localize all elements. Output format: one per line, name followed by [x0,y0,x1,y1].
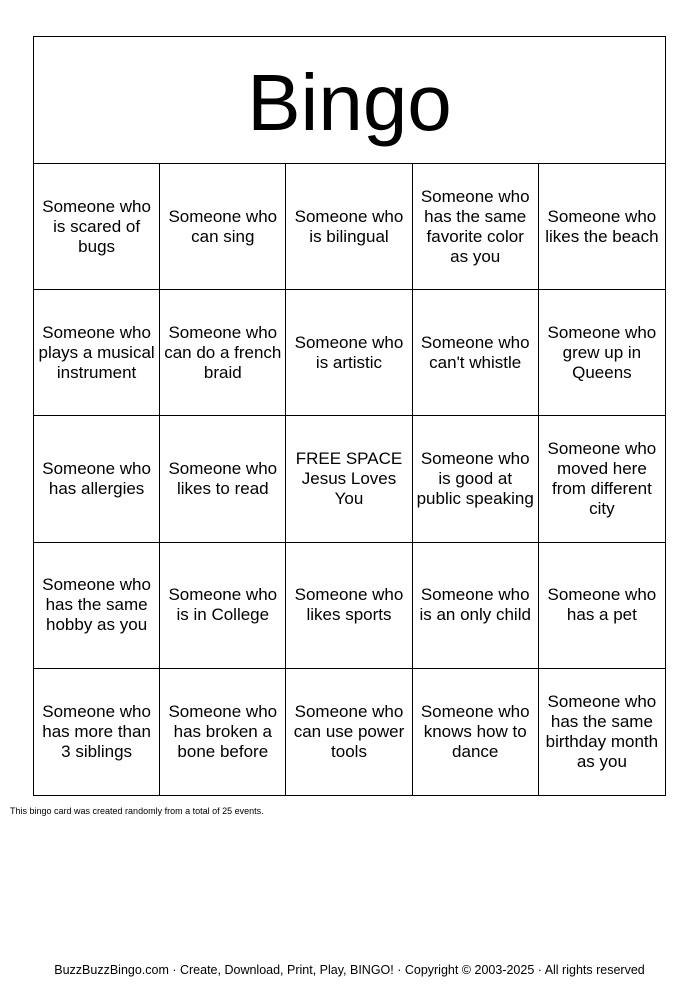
bingo-cell-r5-c2: Someone who has broken a bone before [160,669,286,795]
bingo-cell-r1-c4: Someone who has the same favorite color as you [413,164,539,290]
bingo-cell-r4-c5: Someone who has a pet [539,543,665,669]
bingo-cell-r2-c3: Someone who is artistic [286,290,412,416]
generation-note: This bingo card was created randomly from a total of 25 events. [10,806,264,816]
bingo-cell-r2-c1: Someone who plays a musical instrument [34,290,160,416]
card-title: Bingo [247,58,452,147]
bingo-cell-r3-c4: Someone who is good at public speaking [413,416,539,542]
bingo-cell-r1-c3: Someone who is bilingual [286,164,412,290]
bingo-cell-r5-c5: Someone who has the same birthday month as you [545,691,659,771]
bingo-cell-r2-c5: Someone who grew up in Queens [539,290,665,416]
bingo-cell-r4-c4: Someone who is an only child [413,543,539,669]
bingo-cell-r5-c3: Someone who can use power tools [286,669,412,795]
bingo-cell-r4-c1: Someone who has the same hobby as you [34,543,160,669]
free-space-cell: FREE SPACE Jesus Loves You [286,416,412,542]
bingo-cell-r3-c5: Someone who moved here from different city [539,416,665,542]
bingo-grid [34,163,665,795]
bingo-cell-r1-c1: Someone who is scared of bugs [34,164,160,290]
bingo-cell-r1-c2: Someone who can sing [160,164,286,290]
bingo-cell-r3-c2: Someone who likes to read [160,416,286,542]
bingo-cell-r3-c1: Someone who has allergies [34,416,160,542]
bingo-cell-r2-c2: Someone who can do a french braid [160,290,286,416]
bingo-cell-r5-c4: Someone who knows how to dance [413,669,539,795]
bingo-cell-r4-c2: Someone who is in College [160,543,286,669]
bingo-cell-r4-c3: Someone who likes sports [286,543,412,669]
bingo-cell-r2-c4: Someone who can't whistle [413,290,539,416]
bingo-card [33,36,666,796]
bingo-cell-r1-c5: Someone who likes the beach [539,164,665,290]
bingo-cell-r5-c1: Someone who has more than 3 siblings [34,669,160,795]
page-footer: BuzzBuzzBingo.com · Create, Download, Print, Play, BINGO! · Copyright © 2003-2025 · All rights reserved [54,963,645,977]
